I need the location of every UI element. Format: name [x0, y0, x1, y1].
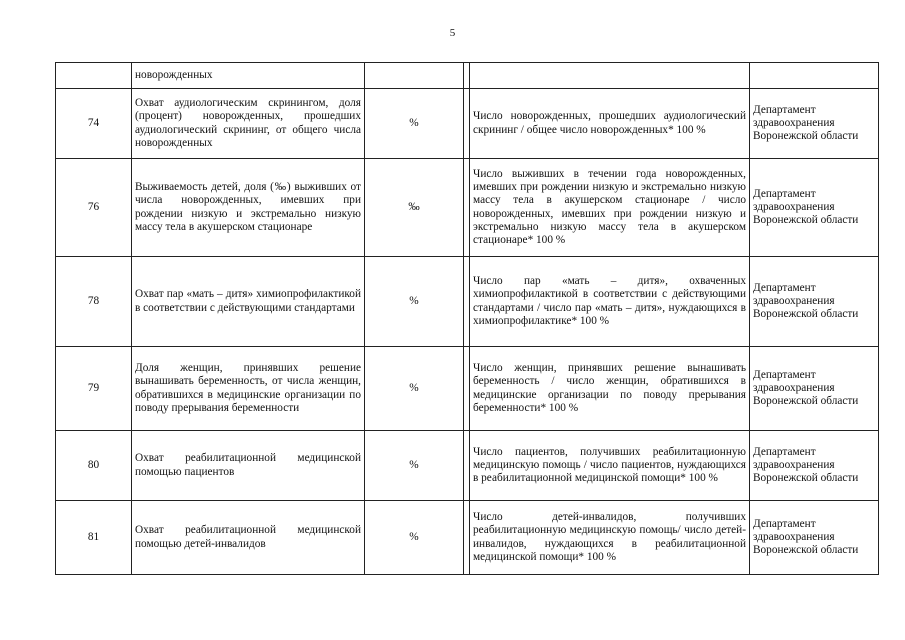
unit-cell: %	[365, 347, 464, 431]
row-number-cell: 74	[56, 89, 132, 159]
unit-cell: %	[365, 431, 464, 501]
row-number-cell: 81	[56, 501, 132, 575]
table-row-continuation	[56, 63, 879, 89]
formula-cell: Число пар «мать – дитя», охваченных химиопрофилактикой в соответствии с действующими стандартами / число пар «мать – дитя», нуждающихся в химиопрофилактике* 100 %	[470, 257, 750, 347]
department-cell: Департамент здравоохранения Воронежской области	[750, 501, 879, 575]
table-row	[56, 159, 879, 257]
row-number-cell: 76	[56, 159, 132, 257]
indicator-name-cell: Охват пар «мать – дитя» химиопрофилактикой в соответствии с действующими стандартами	[132, 257, 365, 347]
formula-cell: Число детей-инвалидов, получивших реабилитационную медицинскую помощь/ число детей-инвалидов, нуждающихся в реабилитационной медицинской помощи* 100 %	[470, 501, 750, 575]
formula-cell: Число женщин, принявших решение вынашивать беременность / число женщин, обратившихся в медицинские организации по поводу прерывания беременности* 100 %	[470, 347, 750, 431]
indicator-name-cell: Охват реабилитационной медицинской помощью детей-инвалидов	[132, 501, 365, 575]
formula-cell: Число новорожденных, прошедших аудиологический скрининг / общее число новорожденных* 100 %	[470, 89, 750, 159]
department-cell: Департамент здравоохранения Воронежской области	[750, 159, 879, 257]
table-row	[56, 347, 879, 431]
indicator-name-cell: Охват реабилитационной медицинской помощью пациентов	[132, 431, 365, 501]
indicators-table	[55, 62, 879, 575]
unit-cell: ‰	[365, 159, 464, 257]
indicator-name-cell: Доля женщин, принявших решение вынашивать беременность, от числа женщин, обратившихся в медицинские организации по поводу прерывания беременности	[132, 347, 365, 431]
row-number-cell	[56, 63, 132, 89]
unit-cell: %	[365, 501, 464, 575]
table-row	[56, 257, 879, 347]
unit-cell	[365, 63, 464, 89]
table-row	[56, 431, 879, 501]
department-cell: Департамент здравоохранения Воронежской области	[750, 431, 879, 501]
indicator-name-cell: новорожденных	[132, 63, 365, 89]
formula-cell	[470, 63, 750, 89]
page-number: 5	[449, 27, 456, 39]
department-cell: Департамент здравоохранения Воронежской области	[750, 257, 879, 347]
department-cell: Департамент здравоохранения Воронежской области	[750, 347, 879, 431]
table-row	[56, 501, 879, 575]
table-row	[56, 89, 879, 159]
unit-cell: %	[365, 89, 464, 159]
indicator-name-cell: Выживаемость детей, доля (‰) выживших от числа новорожденных, имевших при рождении низкую и экстремально низкую массу тела в акушерском стационаре	[132, 159, 365, 257]
unit-cell: %	[365, 257, 464, 347]
department-cell: Департамент здравоохранения Воронежской области	[750, 89, 879, 159]
formula-cell: Число пациентов, получивших реабилитационную медицинскую помощь / число пациентов, нуждающихся в реабилитационной медицинской помощи* 100 %	[470, 431, 750, 501]
row-number-cell: 80	[56, 431, 132, 501]
row-number-cell: 78	[56, 257, 132, 347]
formula-cell: Число выживших в течении года новорожденных, имевших при рождении низкую и экстремально низкую массу тела в акушерском стационаре / число новорожденных, имевших при рождении низкую и экстремально низкую массу тела в акушерском стационаре* 100 %	[470, 159, 750, 257]
department-cell	[750, 63, 879, 89]
row-number-cell: 79	[56, 347, 132, 431]
indicator-name-cell: Охват аудиологическим скринингом, доля (процент) новорожденных, прошедших аудиологический скрининг, от общего числа новорожденных	[132, 89, 365, 159]
